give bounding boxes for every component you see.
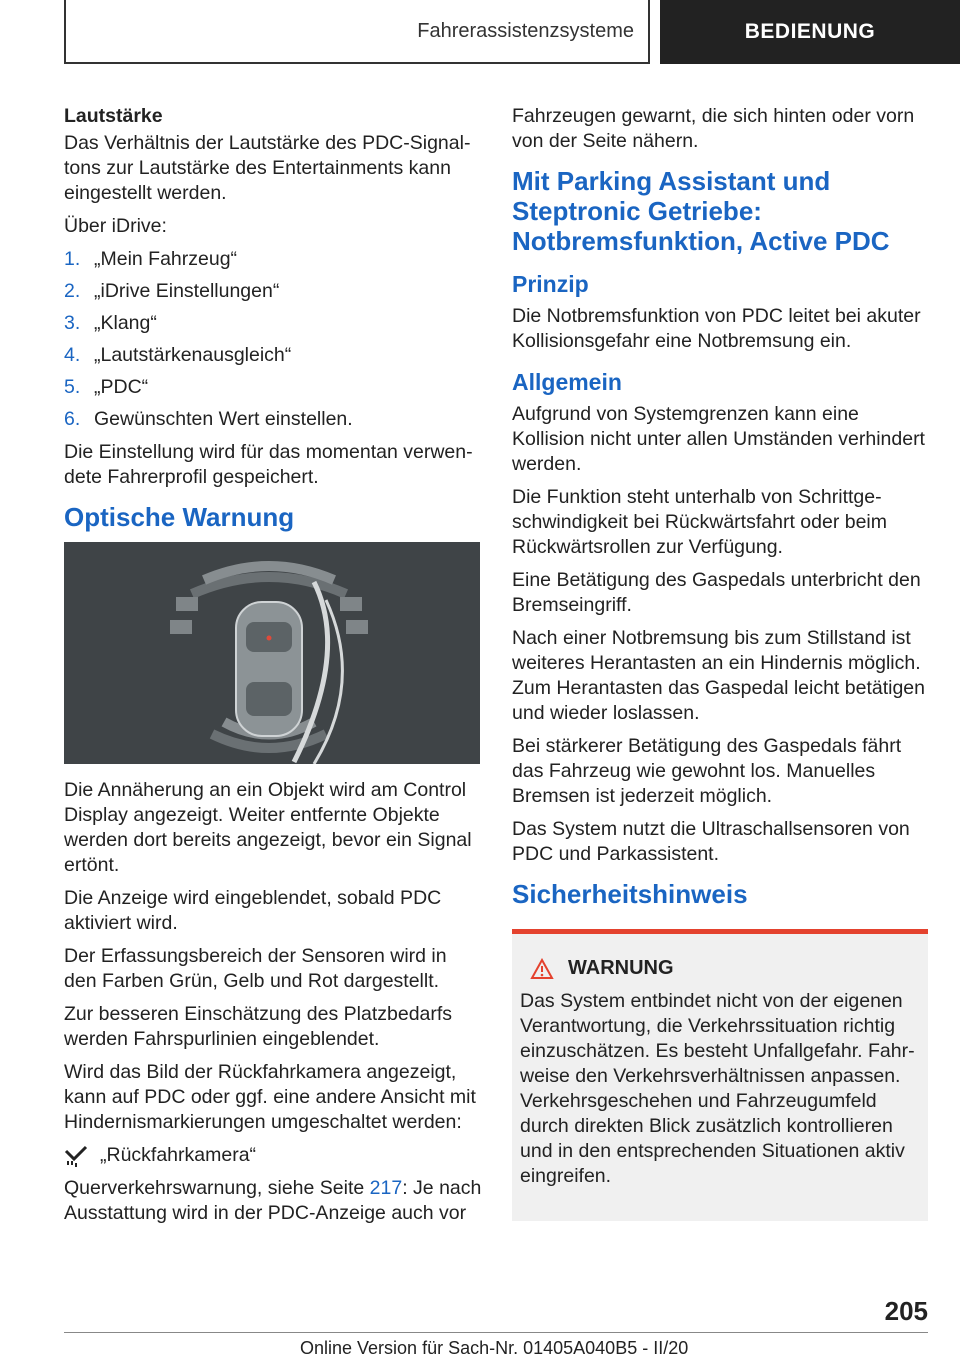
warning-box bbox=[512, 929, 928, 1221]
footer-online-version: Online Version für Sach-Nr. 01405A040B5 - II/20 bbox=[300, 1338, 689, 1358]
step-number: 6. bbox=[64, 408, 81, 430]
right-column bbox=[512, 104, 932, 1221]
camera-item bbox=[64, 1143, 482, 1168]
page-number: 205 bbox=[884, 1296, 928, 1326]
lane-lines-paragraph: Zur besseren Einschätzung des Platzbedarfs werden Fahrspurlinien eingeblendet. bbox=[64, 1003, 453, 1050]
header-section-title: Fahrerassistenzsysteme bbox=[417, 19, 634, 42]
warning-triangle-icon bbox=[530, 958, 554, 980]
left-column bbox=[64, 104, 482, 1234]
safety-heading: Sicherheitshinweis bbox=[512, 879, 748, 909]
page-link[interactable]: 217 bbox=[369, 1177, 403, 1199]
idrive-steps bbox=[64, 247, 482, 432]
list-item bbox=[64, 407, 482, 432]
colors-paragraph: Der Erfassungsbereich der Sensoren wird in den Farben Grün, Gelb und Rot dargestellt. bbox=[64, 945, 447, 992]
general-p5: Bei stärkerer Betätigung des Gaspedals fährt das Fahrzeug wie gewohnt los. Manuelles Bremsen ist jederzeit möglich. bbox=[512, 735, 902, 807]
step-text: „PDC“ bbox=[94, 376, 149, 398]
step-number: 2. bbox=[64, 280, 81, 302]
step-text: „iDrive Einstellungen“ bbox=[94, 280, 280, 302]
volume-heading: Lautstärke bbox=[64, 105, 163, 127]
warning-label: WARNUNG bbox=[568, 957, 674, 979]
general-p1: Aufgrund von Systemgrenzen kann eine Kollision nicht unter allen Umständen verhindert werden. bbox=[512, 403, 925, 475]
step-text: Gewünschten Wert einstellen. bbox=[94, 408, 353, 430]
camera-paragraph: Wird das Bild der Rückfahrkamera angezeigt, kann auf PDC oder ggf. eine andere Ansicht mit Hindernismarkierungen umgeschaltet werden: bbox=[64, 1061, 476, 1133]
header-section bbox=[64, 0, 650, 64]
list-item bbox=[64, 375, 482, 400]
cross-traffic-paragraph bbox=[64, 1176, 482, 1226]
step-number: 1. bbox=[64, 248, 81, 270]
list-item bbox=[64, 247, 482, 272]
list-item bbox=[64, 311, 482, 336]
step-number: 4. bbox=[64, 344, 81, 366]
pdc-display-illustration bbox=[64, 542, 480, 764]
warning-text: Das System entbindet nicht von der eigenen Verantwortung, die Verkehrssituation richtig einzuschätzen. Es besteht Unfallgefahr. Fahrweise den Verkehrsverhältnissen anpassen. Verkehrsgeschehen und Fahrzeugumfeld durch direkten Blick zusätzlich kontrollieren und in den entsprechenden Situationen aktiv eingreifen. bbox=[520, 990, 915, 1187]
display-paragraph: Die Anzeige wird eingeblendet, sobald PDC aktiviert wird. bbox=[64, 887, 442, 934]
general-heading: Allgemein bbox=[512, 369, 622, 395]
step-number: 3. bbox=[64, 312, 81, 334]
optical-warning-heading: Optische Warnung bbox=[64, 502, 295, 532]
principle-text: Die Notbremsfunktion von PDC leitet bei akuter Kollisionsgefahr eine Notbremsung ein. bbox=[512, 305, 921, 352]
step-number: 5. bbox=[64, 376, 81, 398]
parking-sensor-icon bbox=[64, 1145, 90, 1167]
general-p4: Nach einer Notbremsung bis zum Stillstand ist weiteres Herantasten an ein Hindernis möglich. Zum Herantasten das Gaspedal leicht betätigen und wieder loslassen. bbox=[512, 627, 925, 724]
cross-traffic-text-cont: : Je nach Ausstattung wird in der PDC-Anzeige auch vor bbox=[64, 1177, 482, 1224]
volume-intro: Das Verhältnis der Lautstärke des PDC-Signaltons zur Lautstärke des Entertainments kann eingestellt werden. bbox=[64, 132, 471, 204]
footer-divider bbox=[64, 1332, 928, 1333]
step-text: „Klang“ bbox=[94, 312, 157, 334]
step-text: „Mein Fahrzeug“ bbox=[94, 248, 238, 270]
general-p6: Das System nutzt die Ultraschallsensoren von PDC und Parkassistent. bbox=[512, 818, 910, 865]
warning-title bbox=[520, 956, 920, 981]
idrive-label: Über iDrive: bbox=[64, 215, 167, 237]
header-chapter bbox=[660, 0, 960, 64]
cross-traffic-text: Querverkehrswarnung, siehe Seite bbox=[64, 1177, 370, 1199]
header-chapter-title: BEDIENUNG bbox=[744, 20, 876, 43]
camera-item-label: „Rückfahrkamera“ bbox=[100, 1144, 257, 1166]
step-text: „Lautstärkenausgleich“ bbox=[94, 344, 292, 366]
approach-paragraph: Die Annäherung an ein Objekt wird am Control Display angezeigt. Weiter entfernte Objekte werden dort bereits angezeigt, bevor ein Signal ertönt. bbox=[64, 779, 472, 876]
list-item bbox=[64, 279, 482, 304]
general-p3: Eine Betätigung des Gaspedals unterbricht den Bremseingriff. bbox=[512, 569, 921, 616]
principle-heading: Prinzip bbox=[512, 271, 589, 297]
general-p2: Die Funktion steht unterhalb von Schrittgeschwindigkeit bei Rückwärtsfahrt oder beim Rückwärtsrollen zur Verfügung. bbox=[512, 486, 887, 558]
list-item bbox=[64, 343, 482, 368]
profile-note: Die Einstellung wird für das momentan verwendete Fahrerprofil gespeichert. bbox=[64, 441, 473, 488]
cross-traffic-continued: Fahrzeugen gewarnt, die sich hinten oder vorn von der Seite nähern. bbox=[512, 105, 915, 152]
emergency-brake-heading: Mit Parking Assistant und Steptronic Getriebe: Notbremsfunktion, Active PDC bbox=[512, 166, 890, 256]
